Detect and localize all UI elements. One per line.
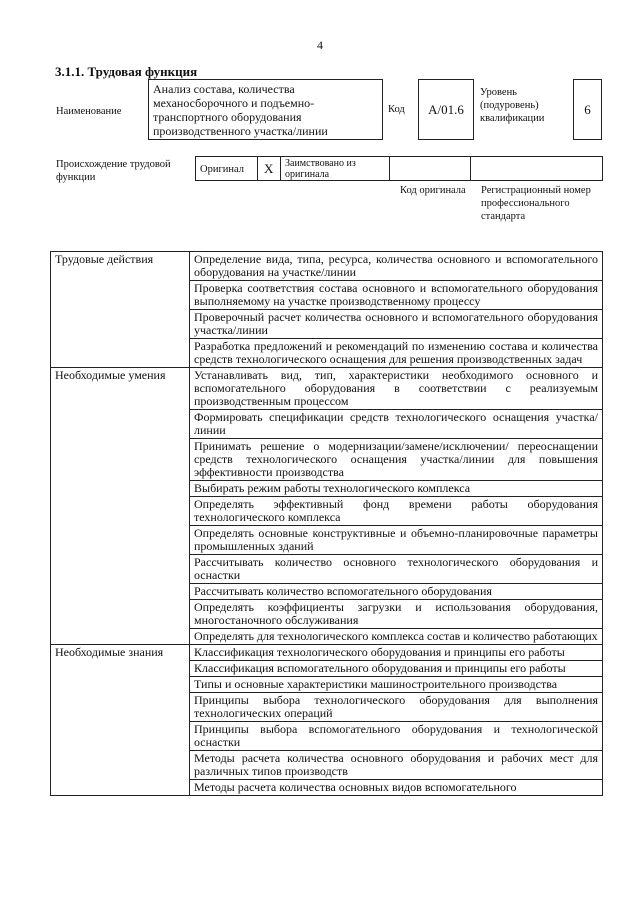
page-number: 4 xyxy=(317,38,323,52)
item-cell: Рассчитывать количество основного технологического оборудования и оснастки xyxy=(190,555,603,584)
section-title: 3.1.1. Трудовая функция xyxy=(55,64,198,79)
item-cell: Принимать решение о модернизации/замене/исключении/ переоснащении средств технологического оснащения участка/линии для повышения эффективности производства xyxy=(190,439,603,481)
name-label: Наименование xyxy=(56,106,122,117)
original-mark-cell xyxy=(257,156,281,181)
item-cell: Определять эффективный фонд времени работы оборудования технологического комплекса xyxy=(190,497,603,526)
item-cell: Методы расчета количества основных видов вспомогательного xyxy=(190,780,603,796)
item-cell: Рассчитывать количество вспомогательного оборудования xyxy=(190,584,603,600)
item-cell: Определение вида, типа, ресурса, количества основного и вспомогательного оборудования на участке/линии xyxy=(190,252,603,281)
item-cell: Определять коэффициенты загрузки и использования оборудования, многостаночного обслуживания xyxy=(190,600,603,629)
qualification-level-box xyxy=(573,79,602,140)
item-cell: Определять для технологического комплекса состав и количество работающих xyxy=(190,629,603,645)
item-cell: Принципы выбора вспомогательного оборудования и технологической оснастки xyxy=(190,722,603,751)
function-name-value: Анализ состава, количества механосборочного и подъемно-транспортного оборудования производственного участка/линии xyxy=(153,82,328,138)
borrowed-label: Заимствовано из оригинала xyxy=(285,158,356,180)
item-cell: Выбирать режим работы технологического комплекса xyxy=(190,481,603,497)
borrowed-cell xyxy=(280,156,390,181)
item-cell: Методы расчета количества основного оборудования и рабочих мест для различных типов производств xyxy=(190,751,603,780)
original-mark: X xyxy=(264,161,274,176)
category-cell: Необходимые умения xyxy=(51,368,190,645)
origin-label: Происхождение трудовой функции xyxy=(56,159,171,183)
item-cell: Устанавливать вид, тип, характеристики необходимого основного и вспомогательного оборудования в соответствии с реализуемым производственным процессом xyxy=(190,368,603,410)
category-cell: Необходимые знания xyxy=(51,645,190,796)
code-original-caption: Код оригинала xyxy=(400,185,466,196)
code-label: Код xyxy=(388,104,405,115)
function-name-box xyxy=(148,79,383,140)
code-original-cell xyxy=(389,156,471,181)
item-cell: Определять основные конструктивные и объемно-планировочные параметры промышленных зданий xyxy=(190,526,603,555)
item-cell: Классификация технологического оборудования и принципы его работы xyxy=(190,645,603,661)
item-cell: Принципы выбора технологического оборудования для выполнения технологических операций xyxy=(190,693,603,722)
code-box xyxy=(418,79,474,140)
table-row xyxy=(51,368,603,410)
item-cell: Типы и основные характеристики машиностроительного производства xyxy=(190,677,603,693)
qualification-level-value: 6 xyxy=(584,101,591,117)
origin-row xyxy=(195,156,603,181)
item-cell: Проверочный расчет количества основного и вспомогательного оборудования участка/линии xyxy=(190,310,603,339)
table-row xyxy=(51,252,603,281)
original-cell xyxy=(195,156,258,181)
category-cell: Трудовые действия xyxy=(51,252,190,368)
reg-number-caption: Регистрационный номер профессионального стандарта xyxy=(481,185,591,222)
function-details-table xyxy=(50,251,603,796)
item-cell: Разработка предложений и рекомендаций по изменению состава и количества средств технологического оснащения для решения производственных задач xyxy=(190,339,603,368)
code-value: A/01.6 xyxy=(428,101,464,117)
table-row xyxy=(51,645,603,661)
item-cell: Классификация вспомогательного оборудования и принципы его работы xyxy=(190,661,603,677)
qualification-level-label: Уровень (подуровень) квалификации xyxy=(480,87,545,124)
item-cell: Формировать спецификации средств технологического оснащения участка/линии xyxy=(190,410,603,439)
original-label: Оригинал xyxy=(200,164,244,175)
reg-number-cell xyxy=(470,156,603,181)
item-cell: Проверка соответствия состава основного и вспомогательного оборудования выполняемому на участке производственному процессу xyxy=(190,281,603,310)
